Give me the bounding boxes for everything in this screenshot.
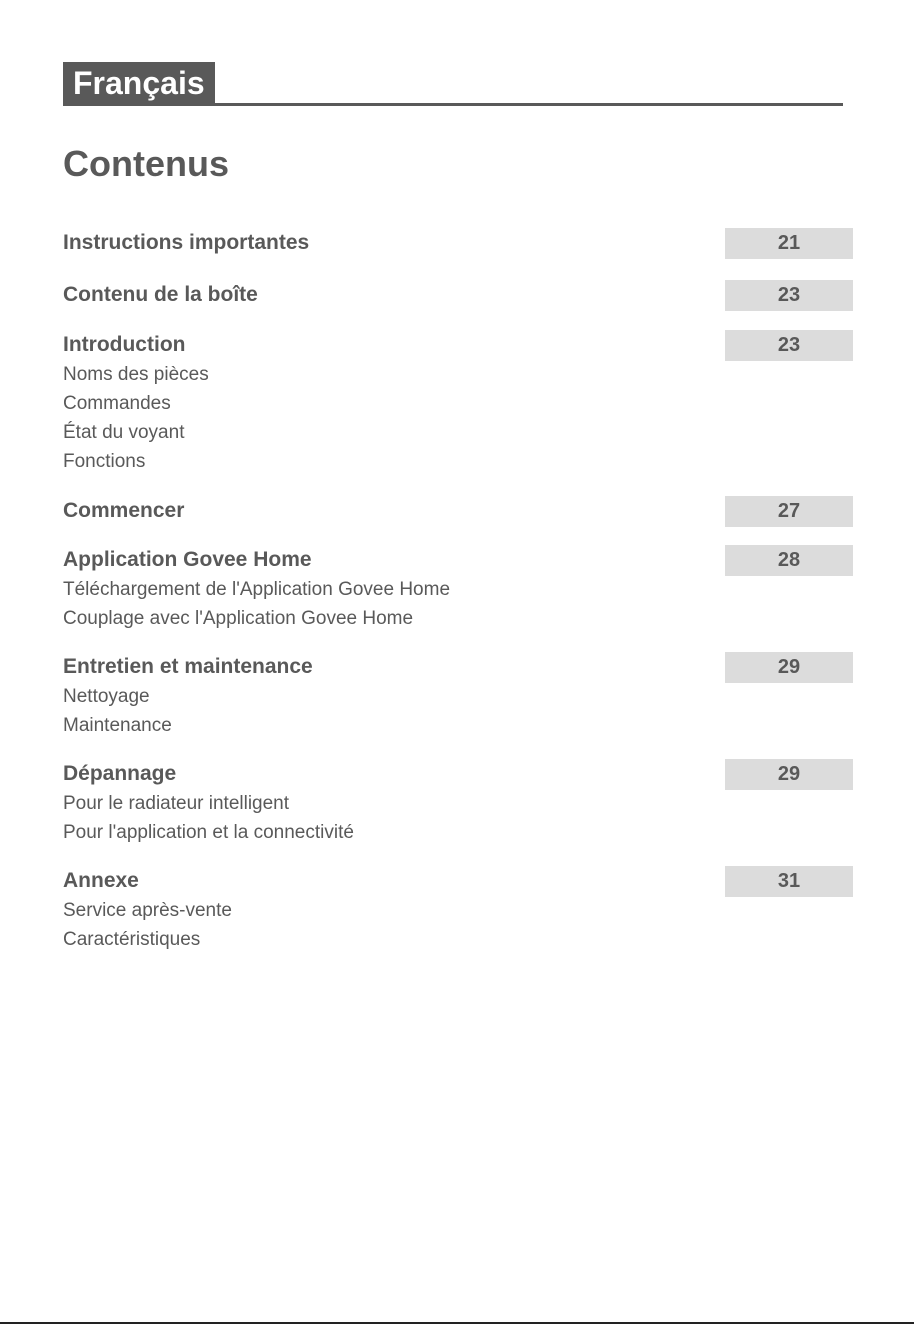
toc-page-number[interactable]: 23 xyxy=(725,280,853,311)
toc-subitem[interactable]: Maintenance xyxy=(63,715,172,736)
toc-subitem[interactable]: Couplage avec l'Application Govee Home xyxy=(63,608,414,629)
page-title: Contenus xyxy=(63,143,229,184)
toc-subitem[interactable]: Noms des pièces xyxy=(63,364,209,385)
header-divider xyxy=(63,103,843,106)
toc-heading[interactable]: Contenu de la boîte xyxy=(63,283,258,306)
toc-page-number[interactable]: 23 xyxy=(725,330,853,361)
toc-heading[interactable]: Commencer xyxy=(63,499,185,522)
toc-section-introduction xyxy=(63,330,853,476)
toc-subitem[interactable]: Fonctions xyxy=(63,451,146,472)
toc-section-troubleshooting xyxy=(63,759,853,847)
toc-heading[interactable]: Instructions importantes xyxy=(63,231,310,254)
toc-heading[interactable]: Annexe xyxy=(63,869,139,892)
toc-section-instructions xyxy=(63,228,853,258)
toc-page-number[interactable]: 29 xyxy=(725,652,853,683)
toc-subitem[interactable]: État du voyant xyxy=(63,422,185,443)
toc-subitem[interactable]: Pour le radiateur intelligent xyxy=(63,793,290,814)
toc-section-govee-app xyxy=(63,545,853,633)
toc-subitem[interactable]: Commandes xyxy=(63,393,171,414)
toc-heading[interactable]: Application Govee Home xyxy=(63,548,312,571)
toc-section-care-maintenance xyxy=(63,652,853,740)
language-label: Français xyxy=(63,62,215,104)
toc-heading[interactable]: Entretien et maintenance xyxy=(63,655,313,678)
toc-page-number[interactable]: 21 xyxy=(725,228,853,259)
toc-subitem[interactable]: Nettoyage xyxy=(63,686,150,707)
toc-page-number[interactable]: 27 xyxy=(725,496,853,527)
toc-subitem[interactable]: Service après-vente xyxy=(63,900,232,921)
language-header xyxy=(63,62,843,106)
toc-subitem[interactable]: Caractéristiques xyxy=(63,929,201,950)
toc-heading[interactable]: Dépannage xyxy=(63,762,177,785)
toc-subitem[interactable]: Pour l'application et la connectivité xyxy=(63,822,354,843)
toc-heading[interactable]: Introduction xyxy=(63,333,186,356)
toc-section-box-contents xyxy=(63,280,853,310)
toc-section-getting-started xyxy=(63,496,853,526)
toc-page-number[interactable]: 28 xyxy=(725,545,853,576)
toc-section-appendix xyxy=(63,866,853,954)
toc-page-number[interactable]: 31 xyxy=(725,866,853,897)
toc-page-number[interactable]: 29 xyxy=(725,759,853,790)
toc-subitem[interactable]: Téléchargement de l'Application Govee Home xyxy=(63,579,451,600)
